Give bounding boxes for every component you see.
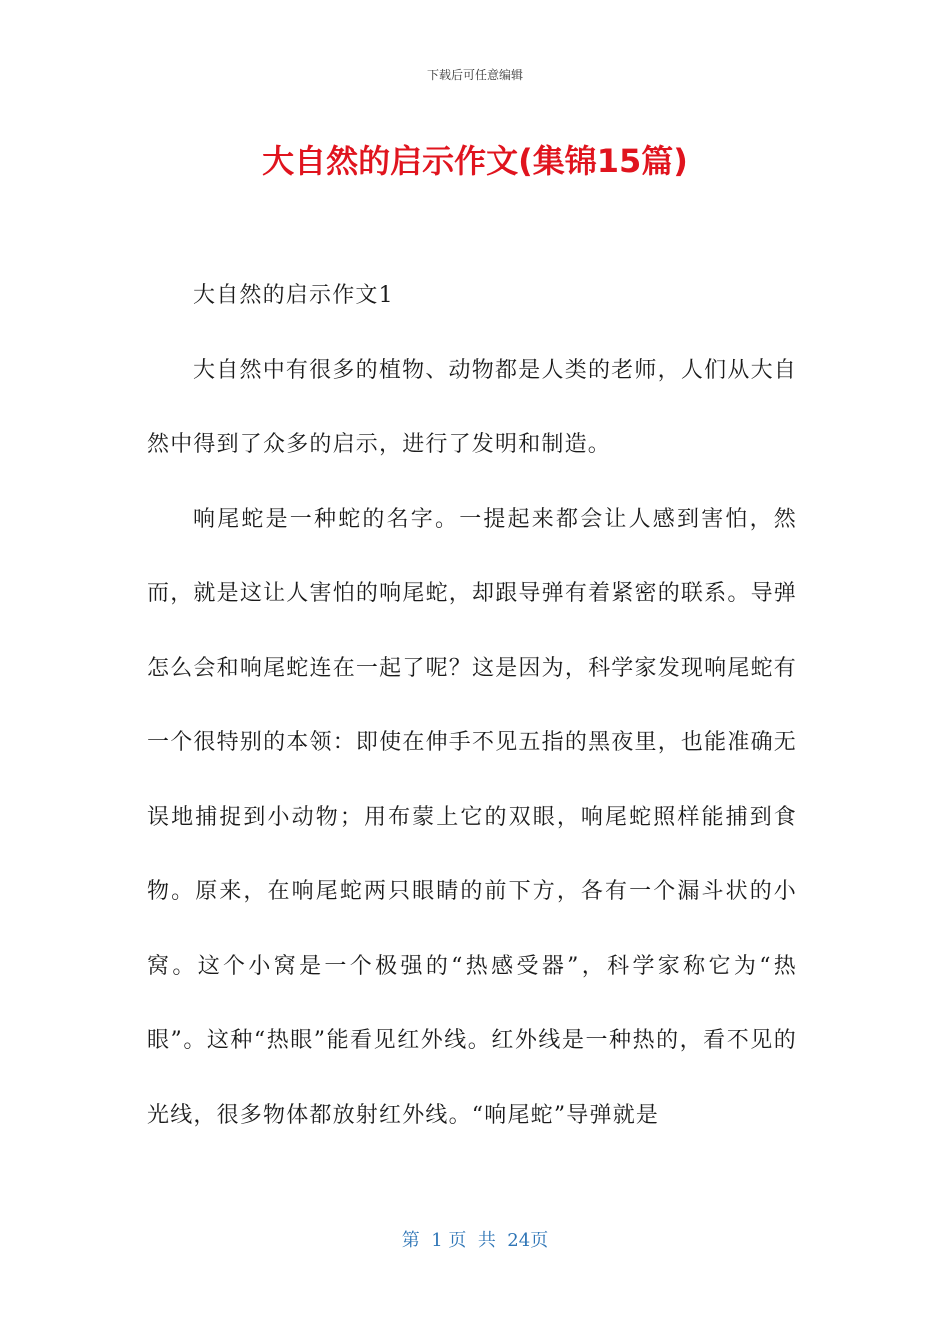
page-number: 第 1 页 共 24页 xyxy=(401,1230,549,1251)
paragraph: 响尾蛇是一种蛇的名字。一提起来都会让人感到害怕，然而，就是这让人害怕的响尾蛇，却跟导弹有着紧密的联系。导弹怎么会和响尾蛇连在一起了呢？这是因为，科学家发现响尾蛇有一个很特别的本领：即使在伸手不见五指的黑夜里，也能准确无误地捕捉到小动物；用布蒙上它的双眼，响尾蛇照样能捕到食物。原来，在响尾蛇两只眼睛的前下方，各有一个漏斗状的小窝。这个小窝是一个极强的“热感受器”，科学家称它为“热眼”。这种“热眼”能看见红外线。红外线是一种热的，看不见的光线，很多物体都放射红外线。“响尾蛇”导弹就是 xyxy=(147,506,797,1128)
paragraph-heading: 大自然的启示作文1 xyxy=(193,283,394,308)
document-title: 大自然的启示作文(集锦15篇) xyxy=(262,142,688,180)
document-body xyxy=(147,259,797,1153)
header-note: 下载后可任意编辑 xyxy=(426,68,523,82)
paragraph: 大自然中有很多的植物、动物都是人类的老师，人们从大自然中得到了众多的启示，进行了发明和制造。 xyxy=(147,357,797,457)
